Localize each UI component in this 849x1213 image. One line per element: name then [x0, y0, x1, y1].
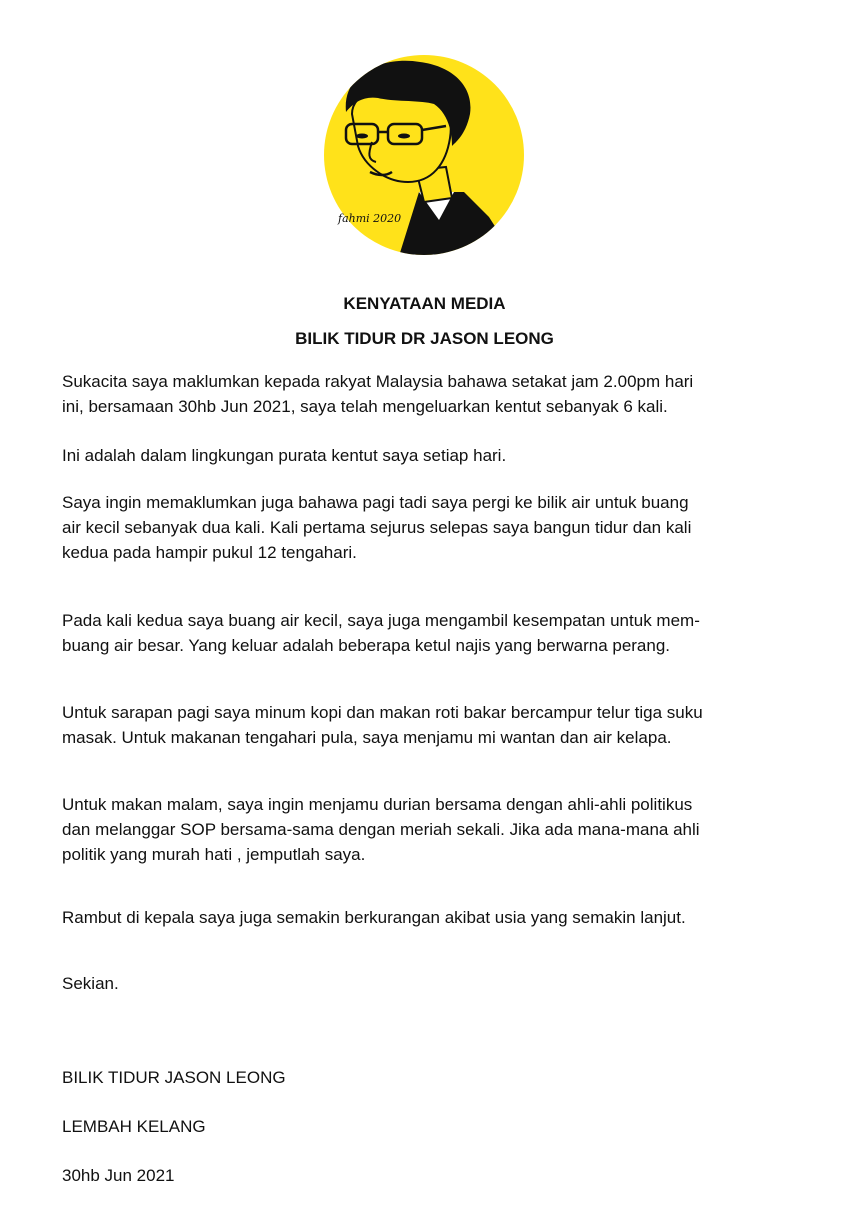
signature-block: [62, 1041, 822, 1213]
eye-right: [398, 134, 410, 139]
portrait-logo: [324, 42, 524, 268]
portrait-illustration: [324, 42, 524, 268]
paragraph-5: Untuk sarapan pagi saya minum kopi dan makan roti bakar bercampur telur tiga suku masak. Untuk makanan tengahari pula, saya menjamu mi wantan dan air kelapa.: [62, 703, 703, 747]
signature-location: LEMBAH KELANG: [62, 1117, 206, 1136]
paragraph-1: Sukacita saya maklumkan kepada rakyat Malaysia bahawa setakat jam 2.00pm hari ini, bersamaan 30hb Jun 2021, saya telah mengeluarkan kentut sebanyak 6 kali.: [62, 372, 694, 416]
paragraph-4: Pada kali kedua saya buang air kecil, saya juga mengambil kesempatan untuk mem- buang air besar. Yang keluar adalah beberapa ketul najis yang berwarna perang.: [62, 611, 700, 655]
paragraph-7: Rambut di kepala saya juga semakin berkurangan akibat usia yang semakin lanjut.: [62, 908, 686, 927]
artist-signature: fahmi 2020: [338, 212, 402, 225]
signature-date: 30hb Jun 2021: [62, 1166, 175, 1185]
media-statement-heading: KENYATAAN MEDIA: [343, 294, 506, 313]
paragraph-3: Saya ingin memaklumkan juga bahawa pagi tadi saya pergi ke bilik air untuk buang air kecil sebanyak dua kali. Kali pertama sejurus selepas saya bangun tidur dan kali kedua pada hampir pukul 12 tengahari.: [62, 493, 692, 562]
signature-name: BILIK TIDUR JASON LEONG: [62, 1068, 286, 1087]
document-subtitle: BILIK TIDUR DR JASON LEONG: [295, 329, 554, 348]
closing-line: Sekian.: [62, 974, 119, 993]
eye-left: [356, 134, 368, 139]
paragraph-2: Ini adalah dalam lingkungan purata kentut saya setiap hari.: [62, 446, 507, 465]
paragraph-6: Untuk makan malam, saya ingin menjamu durian bersama dengan ahli-ahli politikus dan melanggar SOP bersama-sama dengan meriah sekali. Jika ada mana-mana ahli politik yang murah hati , jemputlah saya.: [62, 795, 700, 864]
